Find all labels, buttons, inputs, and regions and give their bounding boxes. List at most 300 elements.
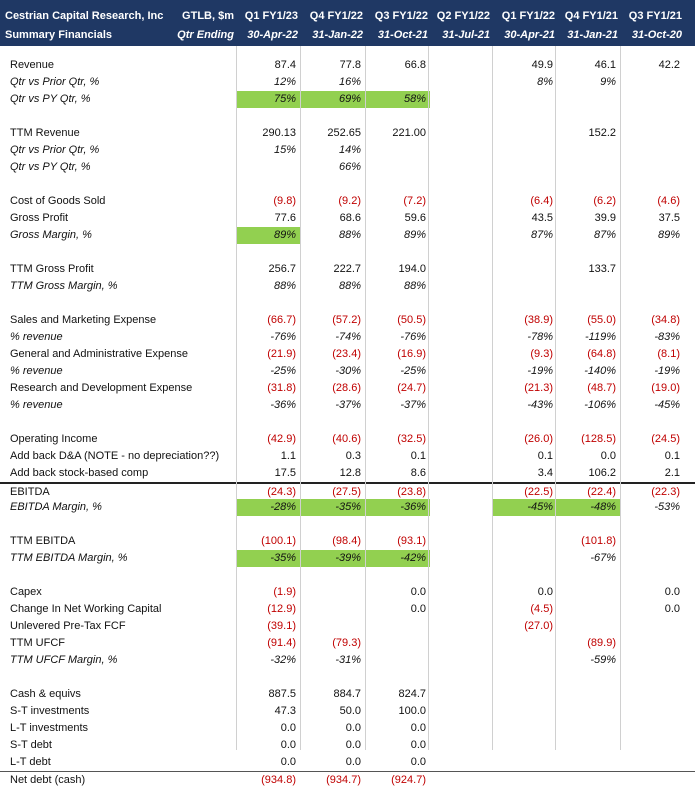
value-cell xyxy=(301,108,365,125)
value-cell xyxy=(428,397,492,414)
value-cell xyxy=(366,142,430,159)
value-cell xyxy=(428,414,492,431)
value-cell xyxy=(620,159,684,176)
value-cell: (38.9) xyxy=(524,314,553,326)
value-cell xyxy=(556,516,620,533)
table-row xyxy=(0,57,695,74)
table-row xyxy=(0,193,695,210)
value-cell: 252.65 xyxy=(327,127,361,139)
value-cell xyxy=(428,499,492,516)
period-date: 31-Jan-22 xyxy=(312,29,363,41)
value-cell: -76% xyxy=(400,331,426,343)
row-label: Qtr vs Prior Qtr, % xyxy=(10,144,100,156)
value-cell: 39.9 xyxy=(594,212,616,224)
table-row xyxy=(0,244,695,261)
value-cell: 3.4 xyxy=(537,467,553,479)
value-cell xyxy=(620,703,684,720)
row-label: % revenue xyxy=(10,331,63,343)
row-label: TTM UFCF Margin, % xyxy=(10,654,118,666)
table-row xyxy=(0,329,695,346)
table-row xyxy=(0,159,695,176)
value-cell xyxy=(236,567,300,584)
value-cell: 0.0 xyxy=(280,722,296,734)
value-cell: -74% xyxy=(335,331,361,343)
value-cell: 77.8 xyxy=(339,59,361,71)
value-cell xyxy=(236,108,300,125)
value-cell: 42.2 xyxy=(658,59,680,71)
value-cell: -36% xyxy=(366,499,430,516)
value-cell: 59.6 xyxy=(404,212,426,224)
row-label: S-T investments xyxy=(10,705,90,717)
table-row xyxy=(0,91,695,108)
value-cell: 256.7 xyxy=(268,263,296,275)
table-row xyxy=(0,448,695,465)
table-row xyxy=(0,550,695,567)
value-cell: (12.9) xyxy=(267,603,296,615)
value-cell: -59% xyxy=(590,654,616,666)
value-cell xyxy=(428,159,492,176)
value-cell: 58% xyxy=(366,91,430,108)
value-cell xyxy=(366,669,430,686)
value-cell: 12.8 xyxy=(339,467,361,479)
period-header: Q4 FY1/22 xyxy=(309,10,363,22)
value-cell xyxy=(556,91,620,108)
value-cell: -45% xyxy=(493,499,557,516)
row-label: Research and Development Expense xyxy=(10,382,193,394)
value-cell xyxy=(556,176,620,193)
value-cell: 222.7 xyxy=(333,263,361,275)
sheet-subtitle: Summary Financials xyxy=(5,29,112,41)
value-cell: -30% xyxy=(335,365,361,377)
value-cell xyxy=(493,703,557,720)
value-cell: (8.1) xyxy=(657,348,680,360)
value-cell: 89% xyxy=(236,227,300,244)
value-cell xyxy=(428,550,492,567)
value-cell: 88% xyxy=(273,280,296,292)
value-cell xyxy=(620,720,684,737)
value-cell xyxy=(620,550,684,567)
table-row xyxy=(0,516,695,533)
value-cell: (34.8) xyxy=(651,314,680,326)
value-cell xyxy=(556,772,620,789)
value-cell: -67% xyxy=(590,552,616,564)
value-cell xyxy=(620,516,684,533)
value-cell xyxy=(620,533,684,550)
table-row xyxy=(0,686,695,703)
value-cell: -48% xyxy=(556,499,620,516)
table-row xyxy=(0,295,695,312)
value-cell xyxy=(428,465,492,482)
value-cell xyxy=(428,584,492,601)
value-cell: (39.1) xyxy=(267,620,296,632)
row-label: TTM Gross Profit xyxy=(10,263,94,275)
value-cell: 9% xyxy=(600,76,616,88)
value-cell xyxy=(556,584,620,601)
row-label: TTM EBITDA xyxy=(10,535,76,547)
value-cell: 88% xyxy=(338,280,361,292)
value-cell xyxy=(301,567,365,584)
row-label: % revenue xyxy=(10,365,63,377)
row-label: EBITDA xyxy=(10,486,50,498)
value-cell xyxy=(493,669,557,686)
value-cell xyxy=(366,108,430,125)
value-cell xyxy=(236,295,300,312)
header-band xyxy=(0,0,695,46)
value-cell: -37% xyxy=(400,399,426,411)
grid-line xyxy=(555,46,556,750)
value-cell: (55.0) xyxy=(587,314,616,326)
grid-line xyxy=(236,46,237,750)
value-cell: 68.6 xyxy=(339,212,361,224)
value-cell xyxy=(493,125,557,142)
row-label: Net debt (cash) xyxy=(10,774,86,786)
value-cell: (100.1) xyxy=(261,535,296,547)
value-cell xyxy=(301,601,365,618)
table-row xyxy=(0,346,695,363)
period-header: Q4 FY1/21 xyxy=(564,10,618,22)
value-cell: (934.8) xyxy=(261,774,296,786)
value-cell xyxy=(620,125,684,142)
value-cell: 194.0 xyxy=(398,263,426,275)
value-cell xyxy=(428,686,492,703)
value-cell: -19% xyxy=(654,365,680,377)
value-cell: (128.5) xyxy=(581,433,616,445)
value-cell: (23.4) xyxy=(332,348,361,360)
value-cell xyxy=(493,91,557,108)
table-row xyxy=(0,720,695,737)
value-cell xyxy=(556,244,620,261)
value-cell xyxy=(493,550,557,567)
value-cell xyxy=(493,516,557,533)
value-cell xyxy=(620,635,684,652)
value-cell: (40.6) xyxy=(332,433,361,445)
value-cell xyxy=(556,618,620,635)
value-cell xyxy=(493,176,557,193)
value-cell xyxy=(556,278,620,295)
table-row xyxy=(0,669,695,686)
value-cell xyxy=(428,312,492,329)
value-cell: -39% xyxy=(301,550,365,567)
row-label: L-T debt xyxy=(10,756,51,768)
value-cell xyxy=(493,261,557,278)
value-cell: (4.5) xyxy=(530,603,553,615)
value-cell xyxy=(236,516,300,533)
table-row xyxy=(0,533,695,550)
value-cell: (24.3) xyxy=(267,486,296,498)
table-row xyxy=(0,278,695,295)
value-cell: 133.7 xyxy=(588,263,616,275)
value-cell: 1.1 xyxy=(280,450,296,462)
value-cell xyxy=(493,652,557,669)
value-cell: (9.3) xyxy=(530,348,553,360)
value-cell xyxy=(428,635,492,652)
value-cell: -43% xyxy=(527,399,553,411)
value-cell xyxy=(620,414,684,431)
value-cell xyxy=(428,448,492,465)
row-label: Sales and Marketing Expense xyxy=(10,314,157,326)
value-cell: 0.0 xyxy=(280,739,296,751)
row-label: Operating Income xyxy=(10,433,98,445)
value-cell: 2.1 xyxy=(664,467,680,479)
value-cell: 221.00 xyxy=(392,127,426,139)
value-cell: 0.0 xyxy=(664,586,680,598)
value-cell xyxy=(493,567,557,584)
value-cell: 0.0 xyxy=(345,739,361,751)
value-cell: -28% xyxy=(236,499,300,516)
value-cell: 87% xyxy=(530,229,553,241)
value-cell: 69% xyxy=(301,91,365,108)
value-cell xyxy=(620,652,684,669)
value-cell: 12% xyxy=(273,76,296,88)
value-cell xyxy=(620,74,684,91)
grid-line xyxy=(428,46,429,750)
value-cell xyxy=(556,601,620,618)
row-label: Qtr vs Prior Qtr, % xyxy=(10,76,100,88)
value-cell: 0.1 xyxy=(664,450,680,462)
value-cell: 0.0 xyxy=(410,756,426,768)
qtr-ending-label: Qtr Ending xyxy=(177,29,234,41)
value-cell: (16.9) xyxy=(397,348,426,360)
value-cell xyxy=(620,108,684,125)
value-cell xyxy=(428,278,492,295)
value-cell xyxy=(493,244,557,261)
table-row xyxy=(0,754,695,771)
value-cell xyxy=(366,567,430,584)
table-row xyxy=(0,227,695,244)
value-cell: -32% xyxy=(270,654,296,666)
grid-line xyxy=(300,46,301,750)
value-cell xyxy=(428,431,492,448)
value-cell xyxy=(366,295,430,312)
value-cell xyxy=(428,533,492,550)
value-cell: (31.8) xyxy=(267,382,296,394)
value-cell: -25% xyxy=(270,365,296,377)
value-cell xyxy=(620,754,684,771)
period-date: 31-Jul-21 xyxy=(442,29,490,41)
value-cell xyxy=(428,737,492,754)
value-cell: (22.4) xyxy=(587,486,616,498)
value-cell xyxy=(301,414,365,431)
table-row xyxy=(0,176,695,193)
value-cell: (91.4) xyxy=(267,637,296,649)
value-cell: -76% xyxy=(270,331,296,343)
value-cell: (24.7) xyxy=(397,382,426,394)
value-cell: 89% xyxy=(403,229,426,241)
value-cell xyxy=(301,669,365,686)
value-cell: 8.6 xyxy=(410,467,426,479)
value-cell xyxy=(428,210,492,227)
value-cell: 75% xyxy=(236,91,300,108)
value-cell: (93.1) xyxy=(397,535,426,547)
row-label: Unlevered Pre-Tax FCF xyxy=(10,620,126,632)
value-cell: 0.3 xyxy=(345,450,361,462)
value-cell xyxy=(428,329,492,346)
period-date: 31-Oct-21 xyxy=(377,29,428,41)
value-cell: 0.0 xyxy=(664,603,680,615)
company-name: Cestrian Capital Research, Inc xyxy=(5,10,164,22)
row-label: General and Administrative Expense xyxy=(10,348,188,360)
period-header: Q3 FY1/21 xyxy=(628,10,682,22)
table-row xyxy=(0,703,695,720)
value-cell xyxy=(493,754,557,771)
value-cell: (101.8) xyxy=(581,535,616,547)
value-cell: -140% xyxy=(584,365,616,377)
table-row xyxy=(0,74,695,91)
value-cell xyxy=(620,295,684,312)
value-cell xyxy=(428,772,492,789)
value-cell: 87.4 xyxy=(274,59,296,71)
value-cell xyxy=(493,686,557,703)
value-cell: 87% xyxy=(593,229,616,241)
value-cell xyxy=(428,601,492,618)
row-label: Cash & equivs xyxy=(10,688,81,700)
value-cell xyxy=(301,176,365,193)
period-header: Q1 FY1/23 xyxy=(244,10,298,22)
value-cell xyxy=(301,584,365,601)
value-cell xyxy=(428,346,492,363)
row-label: TTM Gross Margin, % xyxy=(10,280,118,292)
value-cell: (48.7) xyxy=(587,382,616,394)
value-cell xyxy=(620,618,684,635)
value-cell: 0.0 xyxy=(410,739,426,751)
table-row xyxy=(0,312,695,329)
value-cell xyxy=(493,635,557,652)
value-cell: 46.1 xyxy=(594,59,616,71)
value-cell xyxy=(556,142,620,159)
row-label: Qtr vs PY Qtr, % xyxy=(10,161,91,173)
value-cell xyxy=(428,618,492,635)
grid-line xyxy=(365,46,366,750)
value-cell xyxy=(301,295,365,312)
value-cell: 0.0 xyxy=(345,756,361,768)
table-row xyxy=(0,601,695,618)
value-cell: 824.7 xyxy=(398,688,426,700)
value-cell xyxy=(301,618,365,635)
value-cell: (57.2) xyxy=(332,314,361,326)
value-cell: (89.9) xyxy=(587,637,616,649)
row-label: TTM Revenue xyxy=(10,127,80,139)
value-cell: 887.5 xyxy=(268,688,296,700)
value-cell xyxy=(556,159,620,176)
value-cell: 152.2 xyxy=(588,127,616,139)
value-cell xyxy=(620,686,684,703)
table-row xyxy=(0,567,695,584)
value-cell xyxy=(493,142,557,159)
value-cell xyxy=(556,754,620,771)
value-cell: (4.6) xyxy=(657,195,680,207)
value-cell xyxy=(493,278,557,295)
value-cell xyxy=(428,74,492,91)
value-cell xyxy=(493,414,557,431)
value-cell: 0.0 xyxy=(410,586,426,598)
value-cell xyxy=(428,91,492,108)
value-cell: 77.6 xyxy=(274,212,296,224)
row-label: Add back stock-based comp xyxy=(10,467,149,479)
value-cell: 0.0 xyxy=(345,722,361,734)
value-cell xyxy=(366,635,430,652)
value-cell: -42% xyxy=(366,550,430,567)
value-cell: -31% xyxy=(335,654,361,666)
table-row xyxy=(0,499,695,516)
value-cell: (22.3) xyxy=(651,486,680,498)
value-cell xyxy=(428,669,492,686)
grid-line xyxy=(492,46,493,750)
value-cell: 884.7 xyxy=(333,688,361,700)
value-cell: -25% xyxy=(400,365,426,377)
row-label: TTM EBITDA Margin, % xyxy=(10,552,128,564)
value-cell xyxy=(428,703,492,720)
value-cell xyxy=(493,295,557,312)
value-cell: (19.0) xyxy=(651,382,680,394)
value-cell: (23.8) xyxy=(397,486,426,498)
value-cell xyxy=(556,737,620,754)
value-cell xyxy=(366,74,430,91)
value-cell: -83% xyxy=(654,331,680,343)
value-cell xyxy=(493,108,557,125)
value-cell xyxy=(556,720,620,737)
value-cell: 0.1 xyxy=(410,450,426,462)
value-cell: (27.5) xyxy=(332,486,361,498)
table-row xyxy=(0,125,695,142)
value-cell: 100.0 xyxy=(398,705,426,717)
table-row xyxy=(0,261,695,278)
value-cell xyxy=(301,516,365,533)
row-label: Gross Profit xyxy=(10,212,69,224)
value-cell xyxy=(428,261,492,278)
value-cell xyxy=(493,720,557,737)
value-cell xyxy=(493,772,557,789)
value-cell: (9.2) xyxy=(338,195,361,207)
value-cell xyxy=(620,91,684,108)
row-label: L-T investments xyxy=(10,722,89,734)
value-cell: 0.1 xyxy=(537,450,553,462)
period-date: 31-Jan-21 xyxy=(567,29,618,41)
value-cell: 49.9 xyxy=(531,59,553,71)
row-label: TTM UFCF xyxy=(10,637,65,649)
value-cell: (1.9) xyxy=(273,586,296,598)
value-cell: 16% xyxy=(338,76,361,88)
table-row xyxy=(0,431,695,448)
row-label: Qtr vs PY Qtr, % xyxy=(10,93,91,105)
value-cell xyxy=(428,516,492,533)
value-cell: -78% xyxy=(527,331,553,343)
value-cell xyxy=(620,244,684,261)
ticker-label: GTLB, $m xyxy=(182,10,234,22)
period-header: Q1 FY1/22 xyxy=(501,10,555,22)
value-cell xyxy=(428,295,492,312)
value-cell: 66.8 xyxy=(404,59,426,71)
value-cell: 8% xyxy=(537,76,553,88)
value-cell: (924.7) xyxy=(391,774,426,786)
value-cell xyxy=(556,414,620,431)
table-row xyxy=(0,142,695,159)
value-cell xyxy=(236,176,300,193)
table-row xyxy=(0,465,695,482)
value-cell xyxy=(428,652,492,669)
value-cell: -36% xyxy=(270,399,296,411)
value-cell: 0.0 xyxy=(600,450,616,462)
row-label: Change In Net Working Capital xyxy=(10,603,162,615)
value-cell: 17.5 xyxy=(274,467,296,479)
period-date: 30-Apr-21 xyxy=(504,29,555,41)
table-row xyxy=(0,414,695,431)
value-cell xyxy=(556,703,620,720)
value-cell xyxy=(236,414,300,431)
value-cell: (22.5) xyxy=(524,486,553,498)
row-label: % revenue xyxy=(10,399,63,411)
value-cell: -106% xyxy=(584,399,616,411)
value-cell: (934.7) xyxy=(326,774,361,786)
